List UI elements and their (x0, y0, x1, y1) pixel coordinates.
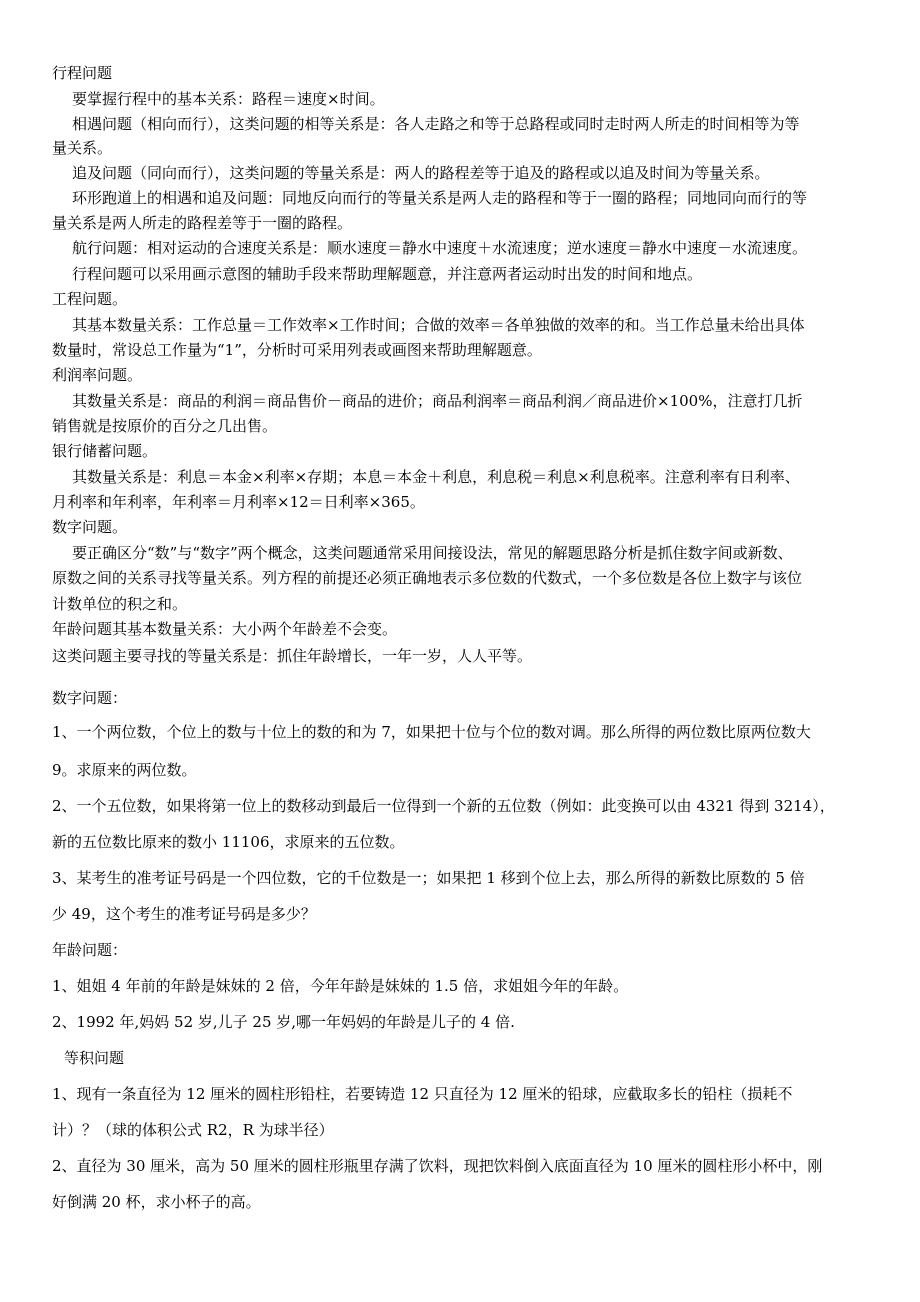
paragraph-age: 这类问题主要寻找的等量关系是：抓住年龄增长，一年一岁，人人平等。 (52, 647, 533, 665)
paragraph-profit-line1: 其数量关系是：商品的利润＝商品售价－商品的进价；商品利润率＝商品利润／商品进价×100%，注意打几折 (72, 392, 803, 410)
question-digit-1-line1: 1、一个两位数，个位上的数与十位上的数的和为 7，如果把十位与个位的数对调。那么所得的两位数比原两位数大 (52, 723, 811, 741)
paragraph-digit-line3: 计数单位的积之和。 (52, 595, 188, 613)
paragraph-track-line1: 环形跑道上的相遇和追及问题：同地反向而行的等量关系是两人走的路程和等于一圈的路程；同地同向而行的等 (72, 189, 808, 207)
paragraph-profit-line2: 销售就是按原价的百分之几出售。 (52, 417, 278, 435)
heading-volume-problems: 等积问题 (64, 1049, 125, 1067)
paragraph-digit-line2: 原数之间的关系寻找等量关系。列方程的前提还必须正确地表示多位数的代数式，一个多位数是各位上数字与该位 (52, 569, 803, 587)
question-volume-1-line1: 1、现有一条直径为 12 厘米的圆柱形铅柱，若要铸造 12 只直径为 12 厘米的铅球，应截取多长的铅柱（损耗不 (52, 1085, 793, 1103)
question-digit-2-line2: 新的五位数比原来的数小 11106，求原来的五位数。 (52, 833, 405, 851)
question-digit-3-line1: 3、某考生的准考证号码是一个四位数，它的千位数是一；如果把 1 移到个位上去，那么所得的新数比原数的 5 倍 (52, 869, 805, 887)
heading-profit: 利润率问题。 (52, 366, 143, 384)
heading-age: 年龄问题其基本数量关系：大小两个年龄差不会变。 (52, 620, 398, 638)
question-digit-3-line2: 少 49，这个考生的准考证号码是多少？ (52, 905, 316, 923)
question-volume-2-line1: 2、直径为 30 厘米，高为 50 厘米的圆柱形瓶里存满了饮料，现把饮料倒入底面直径为 10 厘米的圆柱形小杯中，刚 (52, 1157, 823, 1175)
question-age-2: 2、1992 年,妈妈 52 岁,儿子 25 岁,哪一年妈妈的年龄是儿子的 4 倍. (52, 1013, 515, 1031)
paragraph-meeting-line2: 量关系。 (52, 139, 113, 157)
heading-age-problems: 年龄问题： (52, 941, 128, 959)
heading-travel: 行程问题 (52, 64, 113, 82)
paragraph-bank-line1: 其数量关系是：利息＝本金×利率×存期；本息＝本金＋利息，利息税＝利息×利息税率。注意利率有日利率、 (72, 468, 800, 486)
paragraph-work-line2: 数量时，常设总工作量为“1”，分析时可采用列表或画图来帮助理解题意。 (52, 341, 542, 359)
paragraph-digit-line1: 要正确区分“数”与“数字”两个概念，这类问题通常采用间接设法，常见的解题思路分析是抓住数字间或新数、 (72, 544, 793, 562)
heading-work: 工程问题。 (52, 290, 128, 308)
paragraph-track-line2: 量关系是两人所走的路程差等于一圈的路程。 (52, 214, 353, 232)
heading-bank: 银行储蓄问题。 (52, 442, 158, 460)
paragraph-bank-line2: 月利率和年利率，年利率＝月利率×12＝日利率×365。 (52, 493, 425, 511)
paragraph-chase: 追及问题（同向而行），这类问题的等量关系是：两人的路程差等于追及的路程或以追及时间为等量关系。 (72, 164, 770, 182)
heading-digit-problems: 数字问题： (52, 689, 128, 707)
question-digit-2-line1: 2、一个五位数，如果将第一位上的数移动到最后一位得到一个新的五位数（例如：此变换可以由 4321 得到 3214）， (52, 797, 835, 815)
paragraph-diagram-tip: 行程问题可以采用画示意图的辅助手段来帮助理解题意，并注意两者运动时出发的时间和地点。 (72, 265, 703, 283)
heading-digit: 数字问题。 (52, 518, 128, 536)
question-volume-2-line2: 好倒满 20 杯，求小杯子的高。 (52, 1193, 261, 1211)
paragraph-work-line1: 其基本数量关系：工作总量＝工作效率×工作时间；合做的效率＝各单独做的效率的和。当工作总量未给出具体 (72, 316, 805, 334)
paragraph-sailing: 航行问题：相对运动的合速度关系是：顺水速度＝静水中速度＋水流速度；逆水速度＝静水中速度－水流速度。 (72, 239, 808, 257)
question-volume-1-line2: 计）？（球的体积公式 R2，R 为球半径） (52, 1121, 334, 1139)
question-age-1: 1、姐姐 4 年前的年龄是妹妹的 2 倍，今年年龄是妹妹的 1.5 倍，求姐姐今年的年龄。 (52, 977, 629, 995)
paragraph-travel-basic: 要掌握行程中的基本关系：路程＝速度×时间。 (72, 90, 385, 108)
question-digit-1-line2: 9。求原来的两位数。 (52, 761, 197, 779)
paragraph-meeting-line1: 相遇问题（相向而行），这类问题的相等关系是：各人走路之和等于总路程或同时走时两人所走的时间相等为等 (72, 115, 800, 133)
